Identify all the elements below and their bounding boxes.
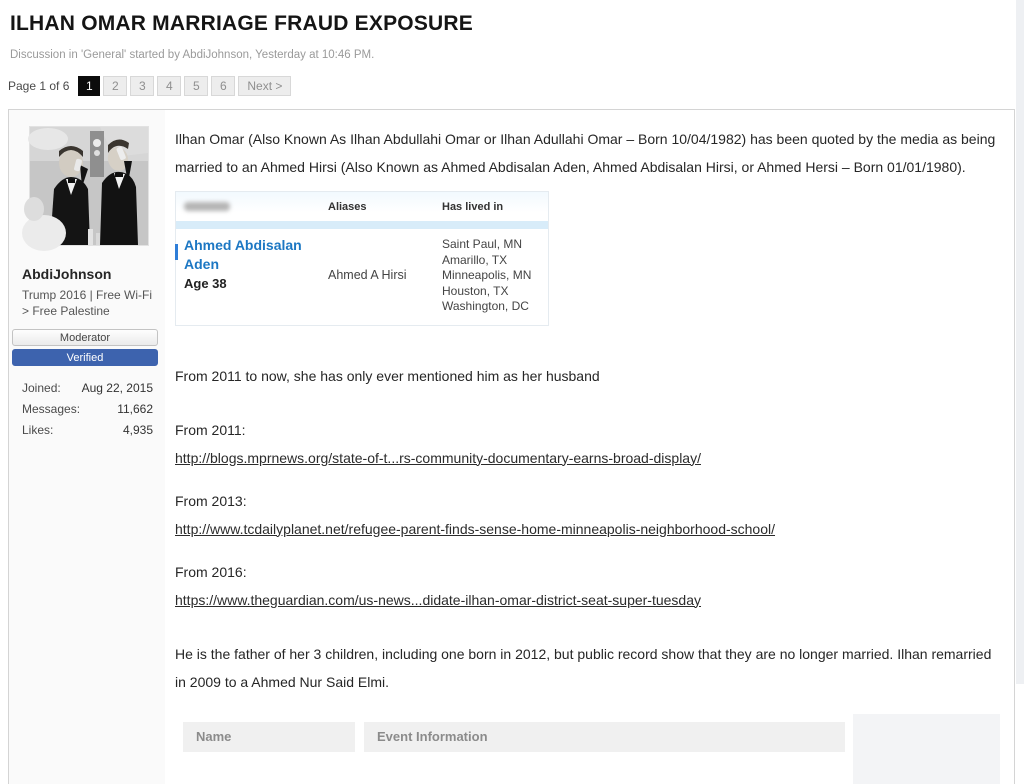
author-stats (22, 381, 153, 437)
lived-location: Houston, TX (442, 283, 509, 298)
aliases-header: Aliases (328, 200, 367, 213)
blurred-name-blob (184, 202, 230, 211)
author-tagline: Trump 2016 | Free Wi-Fi > Free Palestine (22, 288, 153, 318)
event-table-header (183, 722, 845, 752)
event-table-card (175, 714, 853, 784)
page-button-4[interactable]: 4 (157, 76, 181, 96)
avatar-image (30, 127, 148, 245)
stat-value: 11,662 (117, 402, 153, 416)
next-page-button[interactable]: Next > (238, 76, 291, 96)
thread-meta: Discussion in 'General' started by AbdiJohnson, Yesterday at 10:46 PM. (10, 49, 375, 61)
lived-location: Saint Paul, MN (442, 237, 523, 251)
lived-location: Amarillo, TX (442, 252, 508, 267)
post-paragraph-claim: From 2011 to now, she has only ever mentioned him as her husband (175, 367, 600, 384)
guardian-link[interactable]: https://www.theguardian.com/us-news...didate-ilhan-omar-district-seat-super-tuesday (175, 591, 702, 608)
person-name-cell (176, 236, 328, 315)
page-button-5[interactable]: 5 (184, 76, 208, 96)
avatar[interactable] (29, 126, 149, 246)
link-intro: From 2011: (175, 421, 246, 438)
link-intro: From 2013: (175, 492, 247, 509)
stat-label: Messages: (22, 402, 81, 416)
name-column-header: Name (183, 722, 355, 752)
verified-badge: Verified (12, 349, 158, 366)
page-button-1[interactable]: 1 (78, 76, 100, 96)
stat-label: Likes: (22, 423, 54, 437)
post-container (8, 109, 1015, 784)
link-group-2016 (175, 558, 1000, 614)
link-intro: From 2016: (175, 563, 247, 580)
person-lived-cell (442, 236, 548, 315)
stat-messages (22, 402, 153, 416)
search-result-row (176, 229, 548, 325)
stat-joined (22, 381, 153, 395)
people-search-embed (175, 191, 549, 326)
link-group-2011 (175, 416, 1000, 472)
mprnews-link[interactable]: http://blogs.mprnews.org/state-of-t...rs-community-documentary-earns-broad-display/ (175, 449, 701, 466)
person-age: Age 38 (184, 276, 227, 291)
pagination (8, 76, 1024, 96)
tcdailyplanet-link[interactable]: http://www.tcdailyplanet.net/refugee-parent-finds-sense-home-minneapolis-neighborhood-school/ (175, 520, 776, 537)
person-name-link: Ahmed Abdisalan Aden (184, 237, 302, 272)
post-paragraph-children: He is the father of her 3 children, including one born in 2012, but public record show that they are no longer married. Ilhan remarried in 2009 to a Ahmed Nur Said Elmi. (175, 645, 992, 690)
redacted-header (176, 202, 328, 211)
person-alias-cell: Ahmed A Hirsi (328, 268, 407, 283)
stat-likes (22, 423, 153, 437)
stat-label: Joined: (22, 381, 61, 395)
page-indicator: Page 1 of 6 (8, 79, 70, 93)
stat-value: Aug 22, 2015 (81, 381, 153, 395)
event-info-column-header: Event Information (364, 722, 845, 752)
post-body (165, 110, 1014, 784)
page-scroll-gutter (1016, 0, 1024, 684)
page-button-3[interactable]: 3 (130, 76, 154, 96)
author-username[interactable]: AbdiJohnson (22, 266, 112, 282)
page-button-6[interactable]: 6 (211, 76, 235, 96)
event-table-embed (175, 714, 1000, 784)
stat-value: 4,935 (122, 423, 153, 437)
author-sidebar (9, 110, 165, 784)
lived-in-header: Has lived in (442, 200, 504, 213)
page-title: ILHAN OMAR MARRIAGE FRAUD EXPOSURE (10, 12, 473, 35)
post-paragraph-intro: Ilhan Omar (Also Known As Ilhan Abdullahi Omar or Ilhan Adullahi Omar – Born 10/04/1982) has been quoted by the media as being married to an Ahmed Hirsi (Also Known as Ahmed Abdisalan Aden, Ahmed Abdisalan Hirsi, or Ahmed Hersi – Born 01/01/1980). (175, 131, 996, 175)
page-button-2[interactable]: 2 (103, 76, 127, 96)
lived-location: Washington, DC (442, 299, 529, 313)
thread-header (0, 0, 1024, 61)
moderator-badge: Moderator (12, 329, 158, 346)
table-row-stripe (176, 221, 548, 229)
link-group-2013 (175, 487, 1000, 543)
search-table-header (176, 192, 548, 221)
embed-artifact (175, 244, 178, 260)
lived-location: Minneapolis, MN (442, 268, 532, 282)
